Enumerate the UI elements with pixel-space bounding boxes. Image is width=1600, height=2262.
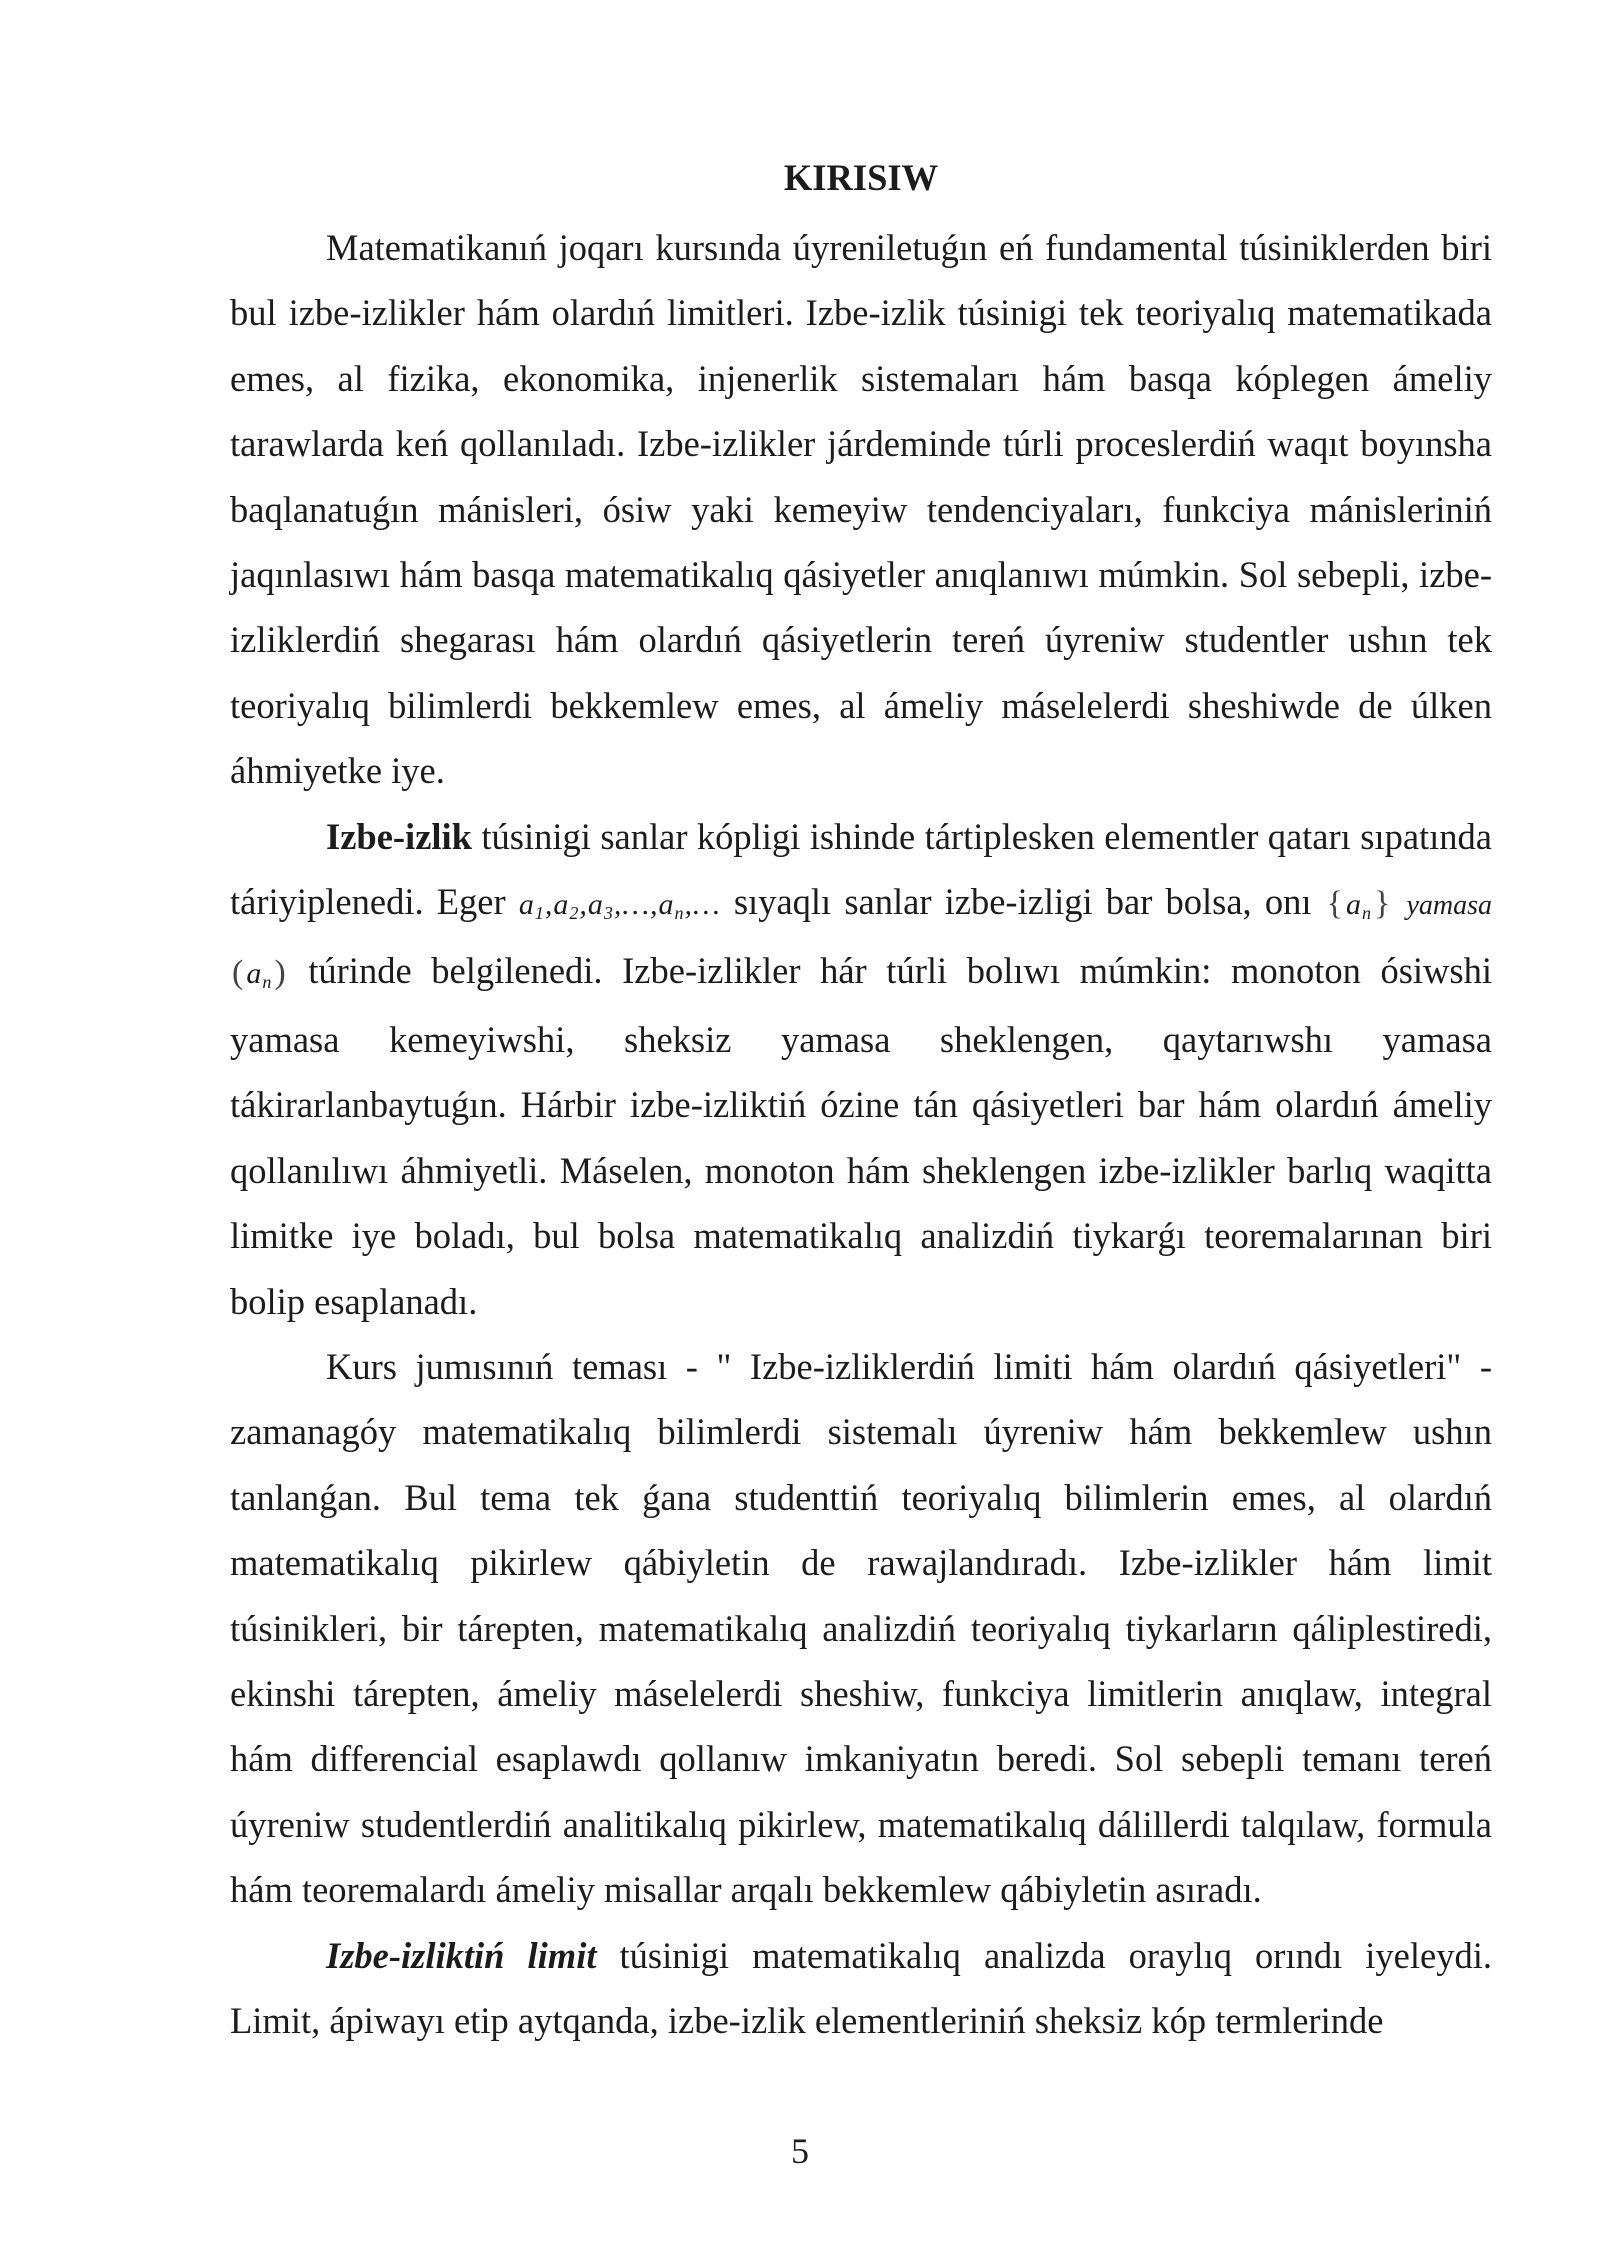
paragraph-text: túrinde belgilenedi. Izbe-izlikler hár túrli bolıwı múmkin: monoton ósiwshi yamasa kemeyiwshi, sheksiz yamasa sheklengen, qaytarıwshı yamasa tákirarlanbaytuǵın. Hárbir izbe-izliktiń ózine tán qásiyetleri bar hám olardıń ámeliy qollanılıwı áhmiyetli. Máselen, monoton hám sheklengen izbe-izlikler barlıq waqitta limitke iye boladı, bul bolsa matematikalıq analizdiń tiykarǵı teoremalarınan biri bolip esaplanadı. bbox=[230, 950, 1492, 1322]
paragraph-text: túsinigi sanlar kópligi ishinde tártiplesken elementler qatarı sıpatında táriyiplenedi. Eger bbox=[230, 815, 1492, 923]
sequence-formula: $a_1,a_2,a_3,\dots,a_n,\dots$ bbox=[518, 888, 721, 924]
word-yamasa: yamasa bbox=[1406, 890, 1492, 922]
sequence-notation-alt: $(a_n)$ bbox=[232, 954, 287, 993]
paragraph-course-topic: Kurs jumısınıń teması - " Izbe-izliklerdiń limiti hám olardıń qásiyetleri" - zamanagóy matematikalıq bilimlerdi sistemalı úyreniw hám bekkemlew ushın tanlanǵan. Bul tema tek ǵana studenttiń teoriyalıq bilimlerin emes, al olardıń matematikalıq pikirlew qábiyletin de rawajlandıradı. Izbe-izlikler hám limit túsinikleri, bir tárepten, matematikalıq analizdiń teoriyalıq tiykarların qáliplestiredi, ekinshi tárepten, ámeliy máselelerdi sheshiw, funkciya limitlerin anıqlaw, integral hám differencial esaplawdı qollanıw imkaniyatın beredi. Sol sebepli temanı tereń úyreniw studentlerdiń analitikalıq pikirlew, matematikalıq dálillerdi talqılaw, formula hám teoremalardı ámeliy misallar arqalı bekkemlew qábiyletin asıradı. bbox=[230, 1345, 1492, 1911]
paragraph-text: túsinigi matematikalıq analizda oraylıq orındı iyeleydi. Limit, ápiwayı etip aytqanda, izbe-izlik elementleriniń sheksiz kóp termlerinde bbox=[230, 1934, 1492, 2041]
term-izbe-izlik: Izbe-izlik bbox=[326, 815, 472, 857]
section-heading: KIRISIW bbox=[783, 157, 939, 198]
sequence-notation: $\{a_n\}$ bbox=[1326, 885, 1392, 924]
paragraph-limit bbox=[230, 1923, 1492, 2054]
paragraph-intro: Matematikanıń joqarı kursında úyreniletuǵın eń fundamental túsiniklerden biri bul izbe-izlikler hám olardıń limitleri. Izbe-izlik túsinigi tek teoriyalıq matematikada emes, al fizika, ekonomika, injenerlik sistemaları hám basqa kóplegen ámeliy tarawlarda keń qollanıladı. Izbe-izlikler járdeminde túrli proceslerdiń waqıt boyınsha baqlanatuǵın mánisleri, ósiw yaki kemeyiw tendenciyaları, funkciya mánisleriniń jaqınlasıwı hám basqa matematikalıq qásiyetler anıqlanıwı múmkin. Sol sebepli, izbe-izliklerdiń shegarası hám olardıń qásiyetlerin tereń úyreniw studentler ushın tek teoriyalıq bilimlerdi bekkemlew emes, al ámeliy máselelerdi sheshiwde de úlken áhmiyetke iye. bbox=[230, 227, 1492, 792]
term-limit: Izbe-izliktiń limit bbox=[326, 1934, 597, 1976]
page-number: 5 bbox=[791, 2131, 809, 2171]
document-page bbox=[230, 148, 1492, 2053]
paragraph-definition bbox=[230, 804, 1492, 1334]
paragraph-text: sıyaqlı sanlar izbe-izligi bar bolsa, onı bbox=[720, 881, 1325, 923]
